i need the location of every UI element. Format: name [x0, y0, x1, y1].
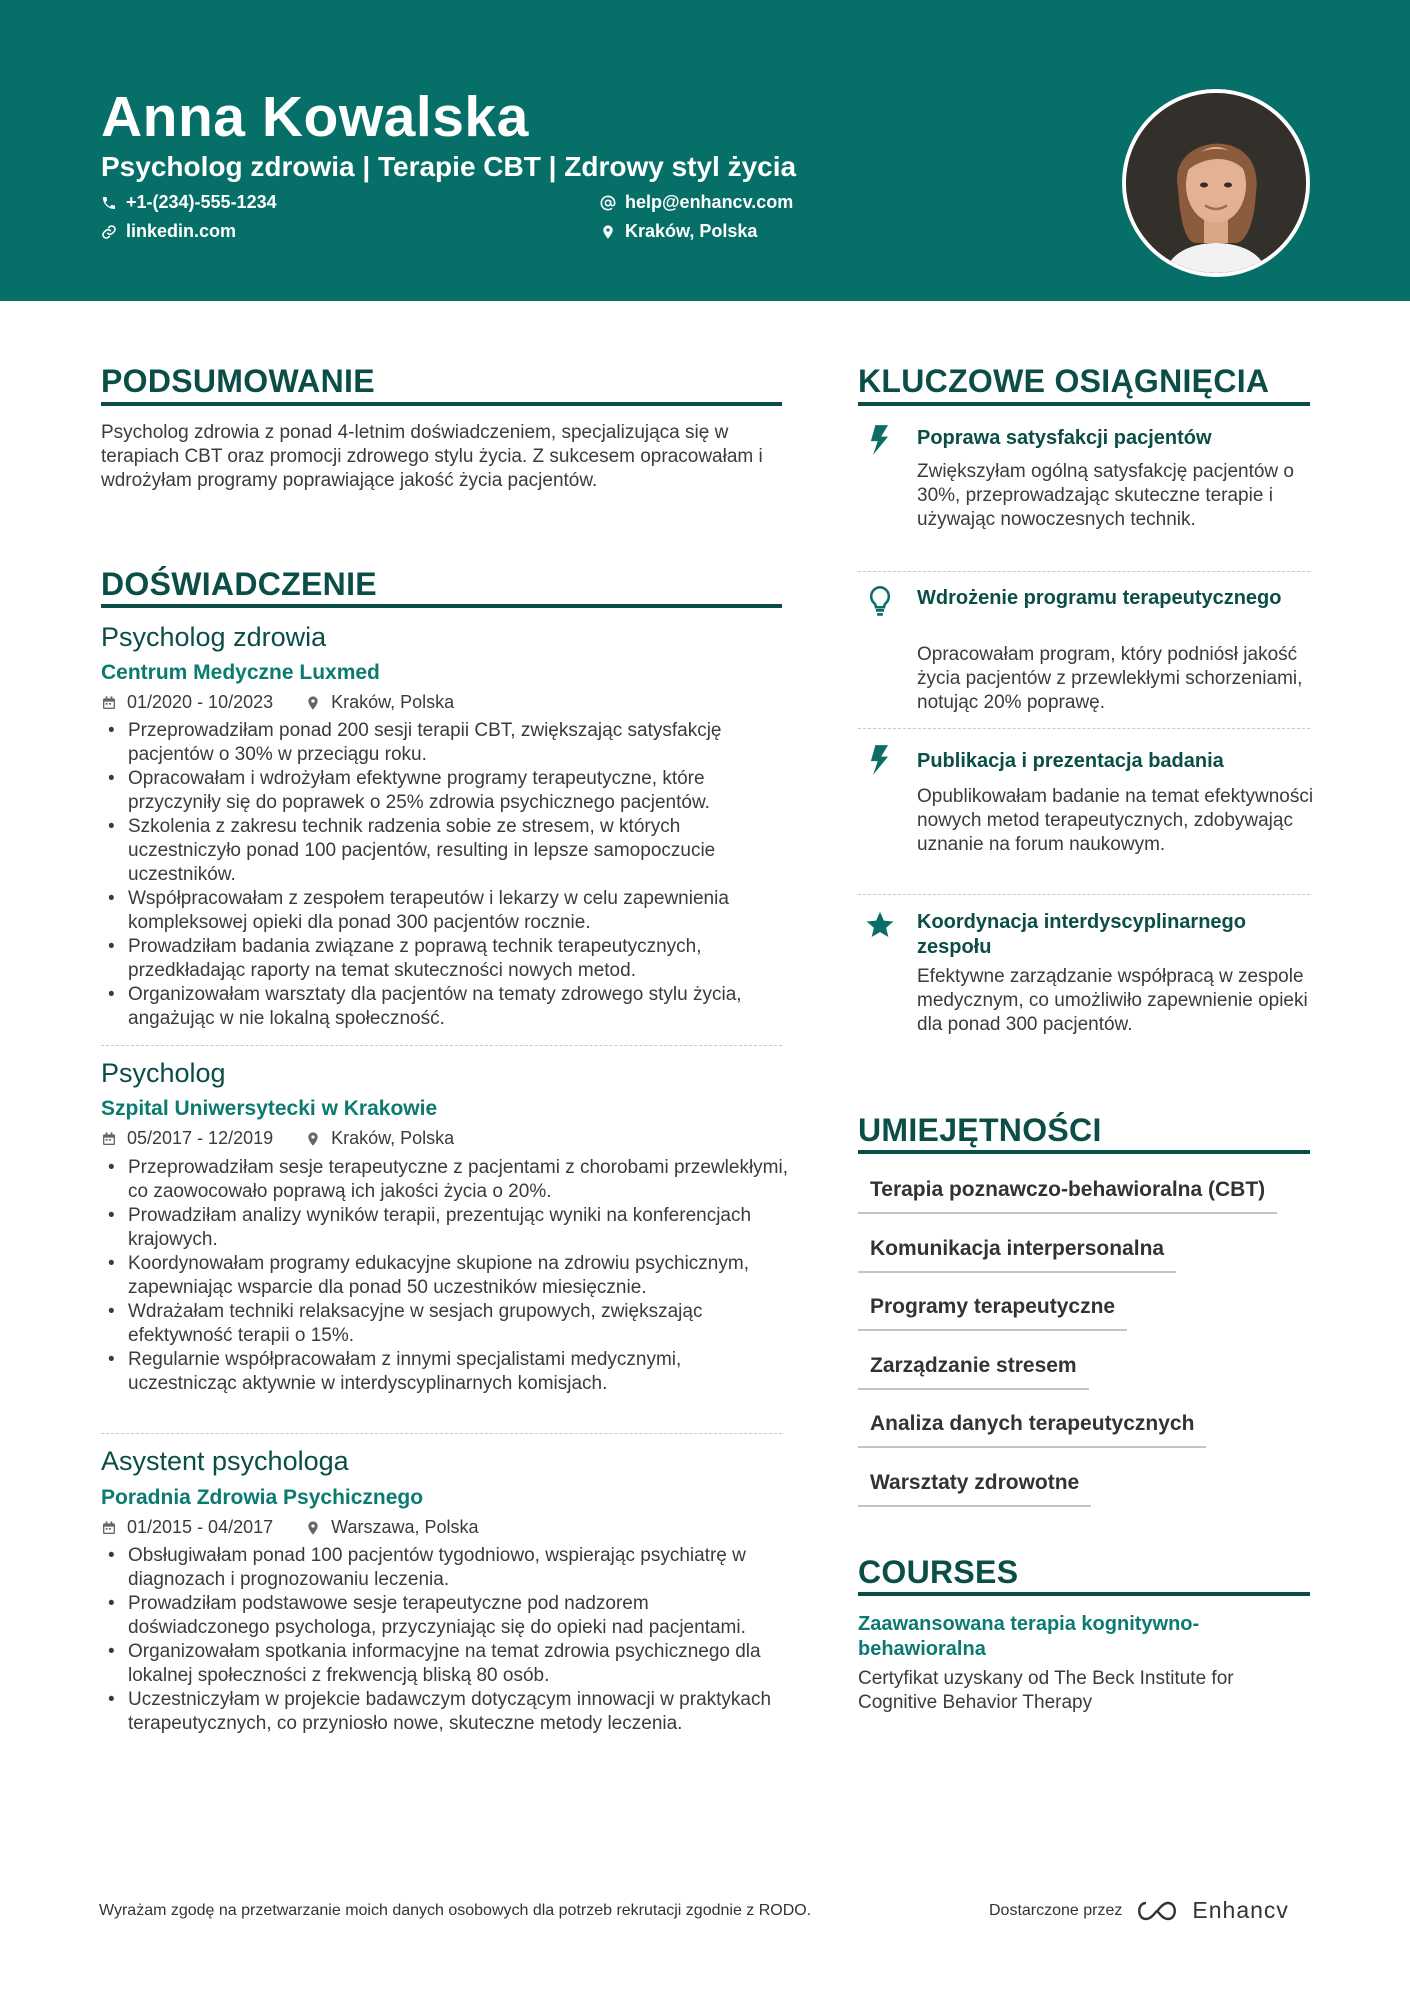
- location-contact: [600, 221, 757, 242]
- list-item: • Szkolenia z zakresu technik radzenia sobie ze stresem, w których uczestniczyło ponad 100 pacjentów, resulting in lepsze samopoczucie uczestników.: [101, 815, 791, 887]
- list-item: • Przeprowadziłam sesje terapeutyczne z pacjentami z chorobami przewlekłymi, co zaowocowało poprawą ich jakości życia o 20%.: [101, 1156, 791, 1204]
- job-dates: 05/2017 - 12/2019: [127, 1128, 274, 1148]
- list-item: • Prowadziłam podstawowe sesje terapeutyczne pod nadzorem doświadczonego psychologa, przyczyniając się do opieki nad pacjentami.: [101, 1592, 791, 1640]
- job-bullets: [101, 1156, 791, 1396]
- candidate-title: Psycholog zdrowia | Terapie CBT | Zdrowy styl życia: [101, 151, 797, 182]
- list-item: • Wdrażałam techniki relaksacyjne w sesjach grupowych, zwiększając efektywność terapii o 15%.: [101, 1300, 791, 1348]
- link-icon: [101, 224, 117, 240]
- summary-text: Psycholog zdrowia z ponad 4-letnim doświadczeniem, specjalizująca się w terapiach CBT oraz promocji zdrowego stylu życia. Z sukcesem opracowałam i wdrożyłam programy poprawiające jakość życia pacjentów.: [101, 422, 763, 491]
- achievement-title: Poprawa satysfakcji pacjentów: [917, 427, 1212, 449]
- achievement-desc: Efektywne zarządzanie współpracą w zespole medycznym, co umożliwiło zapewnienie opieki dla ponad 300 pacjentów.: [917, 966, 1308, 1035]
- job-dates: 01/2020 - 10/2023: [127, 692, 274, 712]
- job-company: Poradnia Zdrowia Psychicznego: [101, 1486, 424, 1509]
- divider: [101, 1433, 782, 1434]
- experience-heading: DOŚWIADCZENIE: [101, 566, 377, 602]
- summary-heading: PODSUMOWANIE: [101, 363, 375, 399]
- divider: [858, 728, 1310, 729]
- list-item: • Opracowałam i wdrożyłam efektywne programy terapeutyczne, które przyczyniły się do poprawek o 25% zdrowia psychicznego pacjentów.: [101, 767, 791, 815]
- linkedin-text: linkedin.com: [126, 221, 237, 241]
- skill-tag: Komunikacja interpersonalna: [858, 1237, 1176, 1273]
- divider: [858, 571, 1310, 572]
- list-item: • Prowadziłam badania związane z poprawą technik terapeutycznych, przedkładając raporty na temat skuteczności nowych metod.: [101, 935, 791, 983]
- courses-rule: [858, 1592, 1310, 1596]
- job-meta: [101, 1517, 479, 1538]
- lightbulb-icon: [865, 585, 895, 617]
- calendar-icon: [101, 1131, 117, 1147]
- list-item: • Przeprowadziłam ponad 200 sesji terapii CBT, zwiększając satysfakcję pacjentów o 30% w przeciągu roku.: [101, 719, 791, 767]
- location-pin-icon: [600, 224, 616, 240]
- at-icon: [600, 195, 616, 211]
- achievement-desc: Opublikowałam badanie na temat efektywności nowych metod terapeutycznych, zdobywając uznanie na forum naukowym.: [917, 786, 1314, 855]
- phone-text: +1-(234)-555-1234: [126, 192, 277, 212]
- list-item: • Obsługiwałam ponad 100 pacjentów tygodniowo, wspierając psychiatrę w diagnozach i prognozowaniu leczenia.: [101, 1544, 791, 1592]
- profile-photo: [1122, 89, 1310, 277]
- phone-contact[interactable]: [101, 192, 277, 213]
- job-title: Psycholog: [101, 1058, 226, 1088]
- list-item: • Współpracowałam z zespołem terapeutów i lekarzy w celu zapewnienia kompleksowej opieki dla ponad 300 pacjentów rocznie.: [101, 887, 791, 935]
- job-company: Szpital Uniwersytecki w Krakowie: [101, 1097, 438, 1120]
- location-pin-icon: [305, 695, 321, 711]
- calendar-icon: [101, 695, 117, 711]
- job-meta: [101, 692, 454, 713]
- phone-icon: [101, 195, 117, 211]
- location-pin-icon: [305, 1520, 321, 1536]
- list-item: • Regularnie współpracowałam z innymi specjalistami medycznymi, uczestnicząc aktywnie w interdyscyplinarnych komisjach.: [101, 1348, 791, 1396]
- skill-tag: Programy terapeutyczne: [858, 1295, 1127, 1331]
- job-title: Psycholog zdrowia: [101, 622, 327, 652]
- powered-by: [989, 1897, 1289, 1924]
- list-item: • Koordynowałam programy edukacyjne skupione na zdrowiu psychicznym, zapewniając wsparcie dla ponad 50 uczestników miesięcznie.: [101, 1252, 791, 1300]
- job-bullets: [101, 1544, 791, 1736]
- enhancv-logo-icon: [1134, 1899, 1180, 1923]
- bolt-icon: [865, 424, 895, 456]
- job-location: Kraków, Polska: [331, 1128, 455, 1148]
- job-location: Kraków, Polska: [331, 692, 455, 712]
- brand-name[interactable]: Enhancv: [1192, 1897, 1289, 1923]
- job-bullets: [101, 719, 791, 1031]
- course-desc: Certyfikat uzyskany od The Beck Institute for Cognitive Behavior Therapy: [858, 1668, 1234, 1713]
- job-meta: [101, 1128, 454, 1149]
- list-item: • Prowadziłam analizy wyników terapii, prezentując wyniki na konferencjach krajowych.: [101, 1204, 791, 1252]
- job-location: Warszawa, Polska: [331, 1517, 479, 1537]
- achievements-heading: KLUCZOWE OSIĄGNIĘCIA: [858, 363, 1270, 399]
- email-contact[interactable]: [600, 192, 793, 213]
- list-item: • Organizowałam spotkania informacyjne na temat zdrowia psychicznego dla lokalnej społeczności z frekwencją bliską 80 osób.: [101, 1640, 791, 1688]
- calendar-icon: [101, 1520, 117, 1536]
- candidate-name: Anna Kowalska: [101, 85, 529, 149]
- consent-note: Wyrażam zgodę na przetwarzanie moich danych osobowych dla potrzeb rekrutacji zgodnie z RODO.: [99, 1902, 812, 1919]
- list-item: • Organizowałam warsztaty dla pacjentów na tematy zdrowego stylu życia, angażując w nie lokalną społeczność.: [101, 983, 791, 1031]
- skills-rule: [858, 1150, 1310, 1154]
- star-icon: [865, 909, 895, 941]
- skills-heading: UMIEJĘTNOŚCI: [858, 1112, 1102, 1148]
- email-text: help@enhancv.com: [625, 192, 794, 212]
- bolt-icon: [865, 744, 895, 776]
- achievement-desc: Zwiększyłam ogólną satysfakcję pacjentów o 30%, przeprowadzając skuteczne terapie i używając nowoczesnych technik.: [917, 461, 1295, 530]
- course-title: Zaawansowana terapia kognitywno-behawioralna: [858, 1613, 1200, 1660]
- divider: [858, 894, 1310, 895]
- achievements-rule: [858, 402, 1310, 406]
- achievement-title: Wdrożenie programu terapeutycznego: [917, 587, 1282, 609]
- location-pin-icon: [305, 1131, 321, 1147]
- skill-tag: Terapia poznawczo-behawioralna (CBT): [858, 1178, 1277, 1214]
- header-banner: [0, 0, 1410, 301]
- achievement-title: Publikacja i prezentacja badania: [917, 750, 1224, 772]
- achievement-title: Koordynacja interdyscyplinarnego zespołu: [917, 911, 1246, 958]
- powered-by-text: Dostarczone przez: [989, 1901, 1123, 1919]
- job-company: Centrum Medyczne Luxmed: [101, 661, 380, 684]
- linkedin-contact[interactable]: [101, 221, 236, 242]
- skill-tag: Warsztaty zdrowotne: [858, 1471, 1091, 1507]
- summary-rule: [101, 402, 782, 406]
- job-title: Asystent psychologa: [101, 1446, 349, 1476]
- experience-rule: [101, 604, 782, 608]
- achievement-desc: Opracowałam program, który podniósł jakość życia pacjentów z przewlekłymi schorzeniami, notując 20% poprawę.: [917, 644, 1303, 713]
- list-item: • Uczestniczyłam w projekcie badawczym dotyczącym innowacji w praktykach terapeutycznych, co przyniosło nowe, skuteczne metody leczenia.: [101, 1688, 791, 1736]
- job-dates: 01/2015 - 04/2017: [127, 1517, 274, 1537]
- courses-heading: COURSES: [858, 1554, 1019, 1590]
- skill-tag: Zarządzanie stresem: [858, 1354, 1089, 1390]
- divider: [101, 1045, 782, 1046]
- location-text: Kraków, Polska: [625, 221, 758, 241]
- skill-tag: Analiza danych terapeutycznych: [858, 1412, 1206, 1448]
